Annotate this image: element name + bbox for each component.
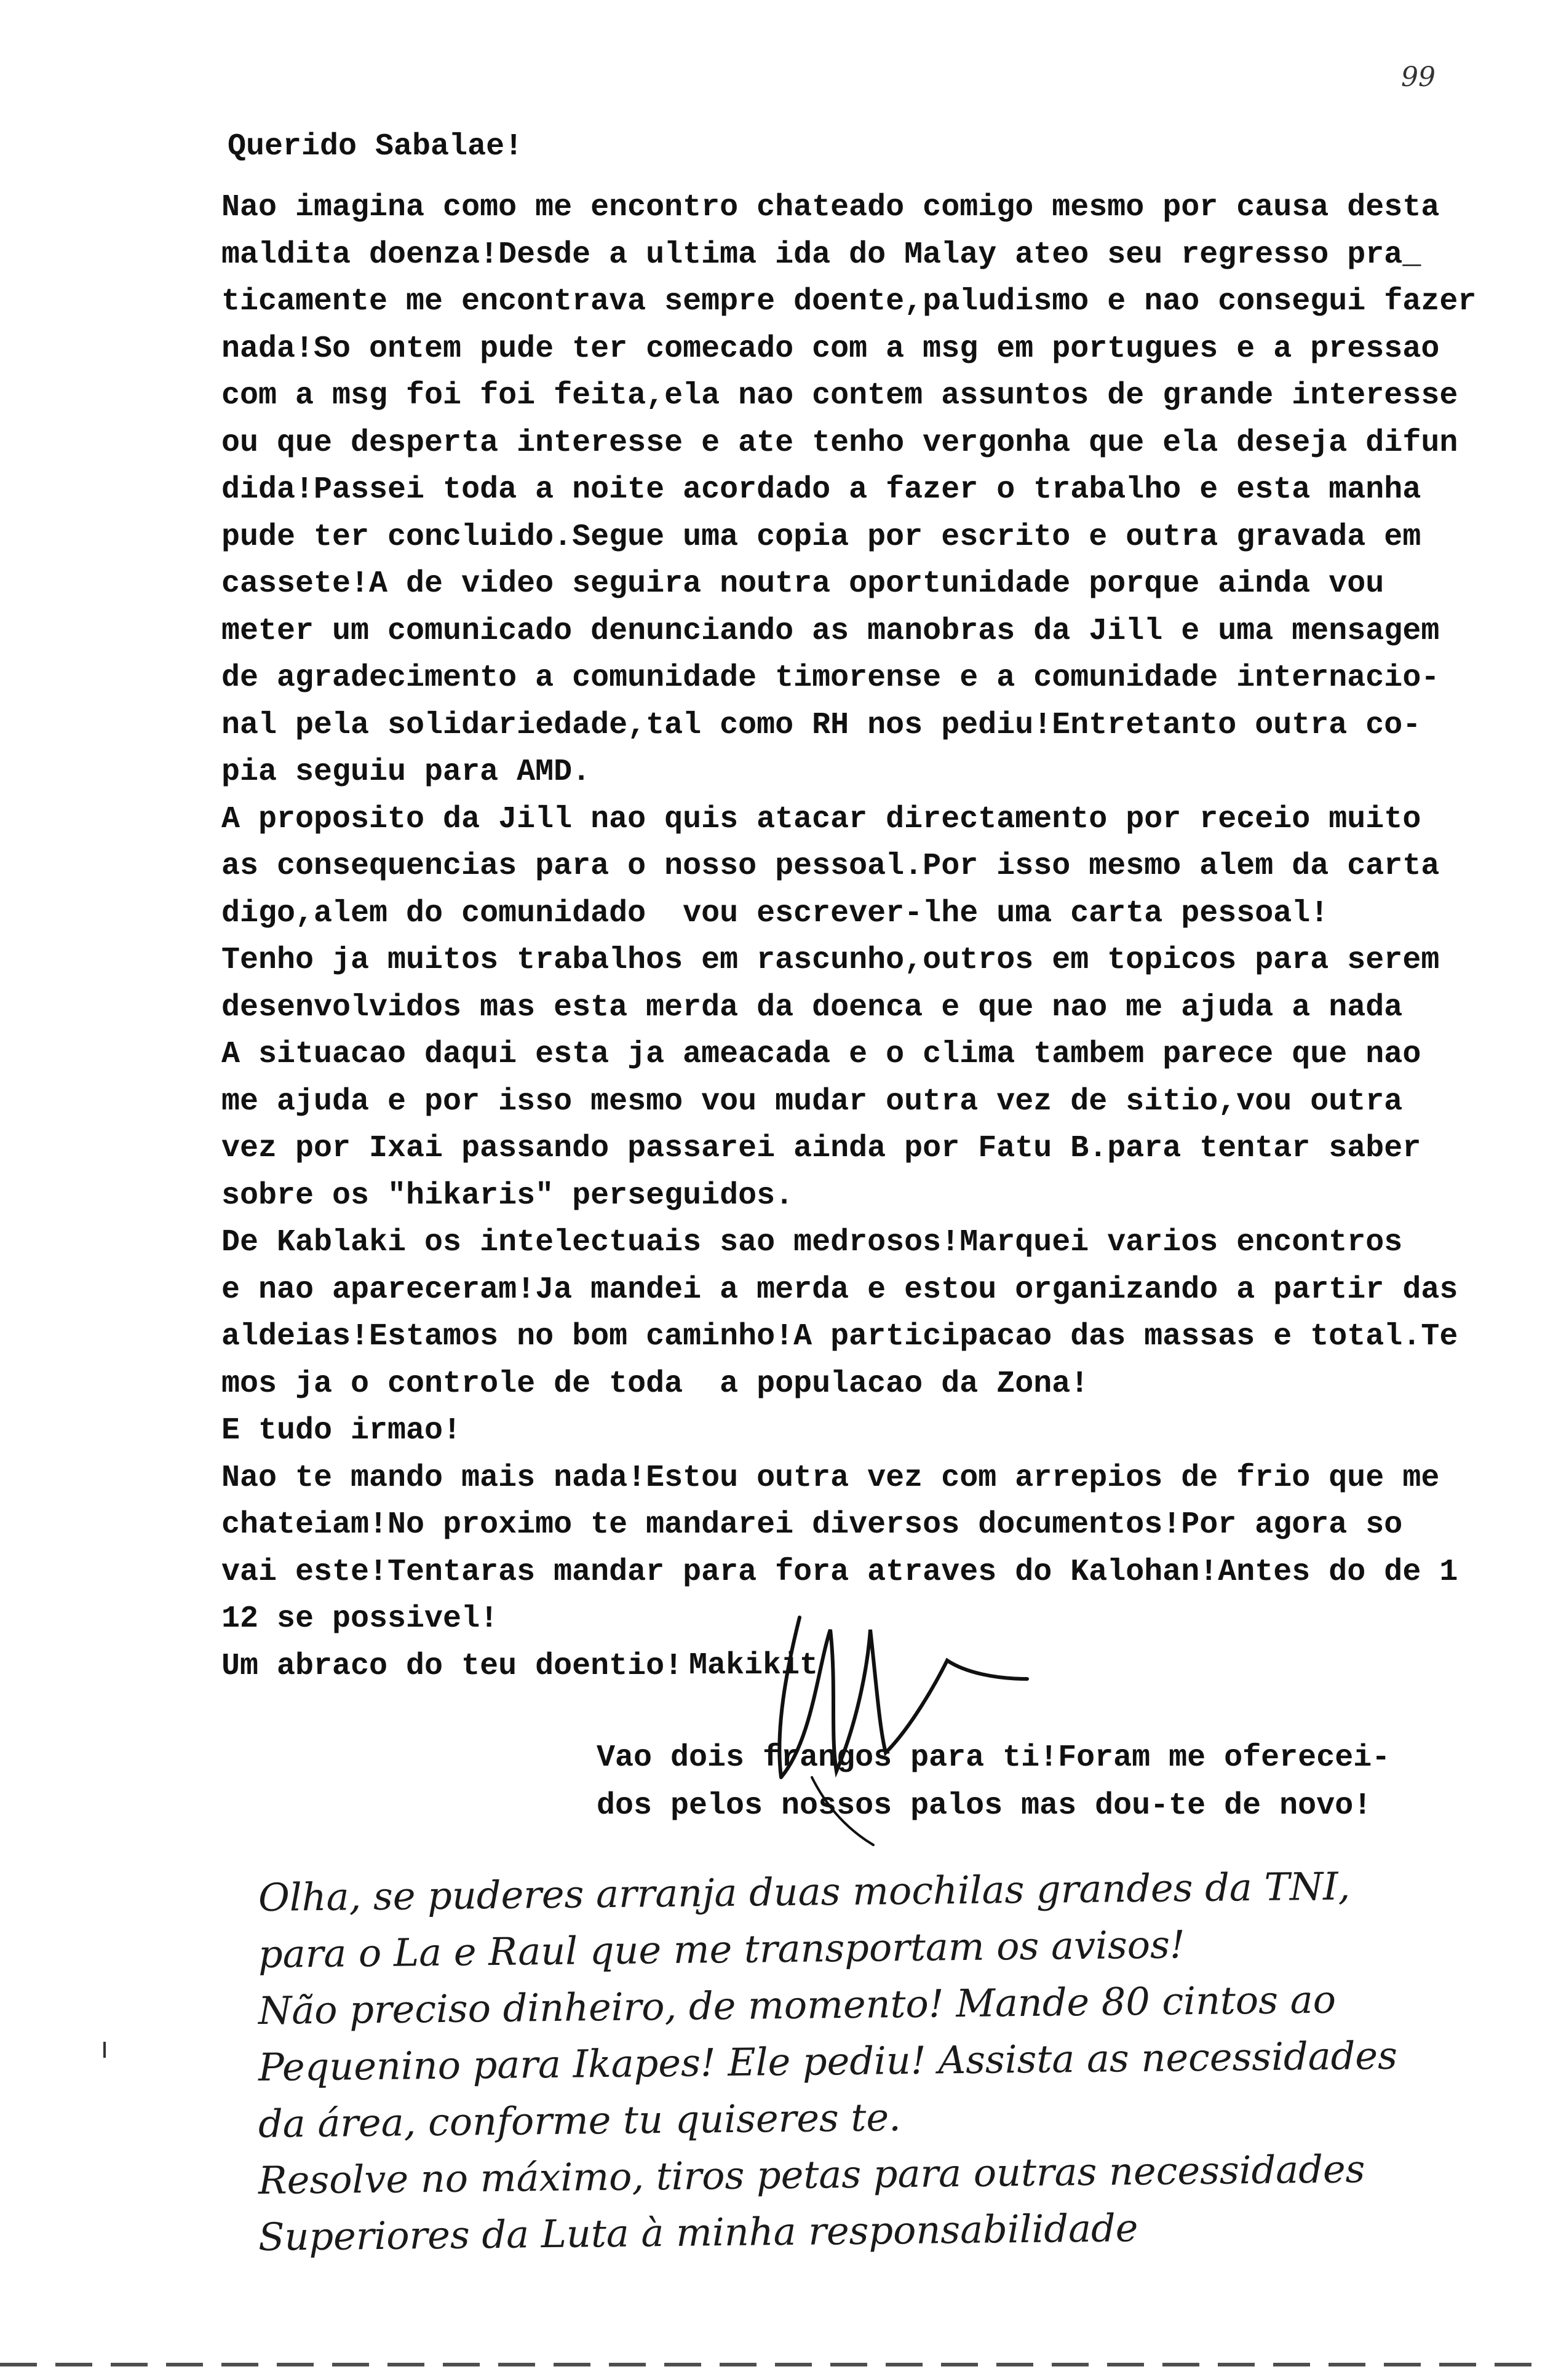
body-line: ticamente me encontrava sempre doente,paludismo e nao consegui fazer	[221, 284, 1477, 319]
body-line: nada!So ontem pude ter comecado com a msg em portugues e a pressao	[221, 331, 1440, 367]
margin-mark	[103, 2042, 106, 2058]
body-line: as consequencias para o nosso pessoal.Por isso mesmo alem da carta	[221, 849, 1440, 884]
body-line: Nao imagina como me encontro chateado comigo mesmo por causa desta	[221, 190, 1440, 225]
body-line: De Kablaki os intelectuais sao medrosos!Marquei varios encontros	[221, 1225, 1403, 1260]
body-line: dida!Passei toda a noite acordado a fazer o trabalho e esta manha	[221, 472, 1421, 507]
body-line: Um abraco do teu doentio!	[221, 1648, 683, 1684]
body-line: cassete!A de video seguira noutra oportunidade porque ainda vou	[221, 566, 1384, 601]
handwritten-line: Não preciso dinheiro, de momento! Mande 80 cintos ao	[258, 1977, 1336, 2033]
body-line: desenvolvidos mas esta merda da doenca e que nao me ajuda a nada	[221, 990, 1403, 1025]
body-line: 12 se possivel!	[221, 1601, 499, 1636]
body-line: chateiam!No proximo te mandarei diversos documentos!Por agora so	[221, 1507, 1403, 1542]
body-line: me ajuda e por isso mesmo vou mudar outra vez de sitio,vou outra	[221, 1084, 1403, 1119]
page-number: 99	[1401, 61, 1436, 93]
body-line: vez por Ixai passando passarei ainda por Fatu B.para tentar saber	[221, 1131, 1421, 1166]
handwritten-note	[258, 1863, 1488, 2266]
body-line: E tudo irmao!	[221, 1413, 462, 1448]
body-line: Tenho ja muitos trabalhos em rascunho,outros em topicos para serem	[221, 943, 1440, 978]
body-line: aldeias!Estamos no bom caminho!A participacao das massas e total.Te	[221, 1319, 1458, 1354]
handwritten-line: Olha, se puderes arranja duas mochilas grandes da TNI,	[258, 1863, 1351, 1920]
body-line: nal pela solidariedade,tal como RH nos pediu!Entretanto outra co-	[221, 707, 1421, 743]
postscript-line: Vao dois frangos para ti!Foram me oferecei-	[597, 1740, 1391, 1775]
body-line: ou que desperta interesse e ate tenho vergonha que ela deseja difun	[221, 425, 1458, 461]
letter-body	[221, 184, 1519, 1690]
body-line: A proposito da Jill nao quis atacar directamento por receio muito	[221, 801, 1421, 837]
handwritten-line: Superiores da Luta à minha responsabilidade	[258, 2205, 1138, 2259]
postscript-line: dos pelos nossos palos mas dou-te de novo!	[597, 1788, 1372, 1823]
body-line: e nao apareceram!Ja mandei a merda e estou organizando a partir das	[221, 1272, 1458, 1307]
body-line: A situacao daqui esta ja ameacada e o clima tambem parece que nao	[221, 1037, 1421, 1072]
body-line: de agradecimento a comunidade timorense e a comunidade internacio-	[221, 660, 1440, 696]
body-line: mos ja o controle de toda a populacao da Zona!	[221, 1366, 1089, 1402]
signature-name: Makikit	[689, 1648, 819, 1683]
handwritten-line: para o La e Raul que me transportam os avisos!	[258, 1922, 1186, 1977]
body-line: Nao te mando mais nada!Estou outra vez com arrepios de frio que me	[221, 1460, 1440, 1496]
body-line: meter um comunicado denunciando as manobras da Jill e uma mensagem	[221, 613, 1440, 649]
scan-edge-rule	[0, 2363, 1545, 2366]
handwritten-line: da área, conforme tu quiseres te.	[258, 2095, 902, 2146]
handwritten-line: Pequenino para Ikapes! Ele pediu! Assista as necessidades	[258, 2033, 1398, 2090]
body-line: com a msg foi foi feita,ela nao contem assuntos de grande interesse	[221, 378, 1458, 413]
body-line: pude ter concluido.Segue uma copia por escrito e outra gravada em	[221, 519, 1421, 555]
body-line: maldita doenza!Desde a ultima ida do Malay ateo seu regresso pra_	[221, 237, 1421, 272]
handwritten-line: Resolve no máximo, tiros petas para outras necessidades	[258, 2146, 1365, 2203]
body-line: pia seguiu para AMD.	[221, 755, 591, 790]
letter-salutation: Querido Sabalae!	[228, 129, 523, 164]
body-line: digo,alem do comunidado vou escrever-lhe uma carta pessoal!	[221, 895, 1329, 931]
body-line: sobre os "hikaris" perseguidos.	[221, 1178, 794, 1213]
body-line: vai este!Tentaras mandar para fora atraves do Kalohan!Antes do de 1	[221, 1554, 1458, 1590]
postscript	[597, 1734, 1390, 1830]
